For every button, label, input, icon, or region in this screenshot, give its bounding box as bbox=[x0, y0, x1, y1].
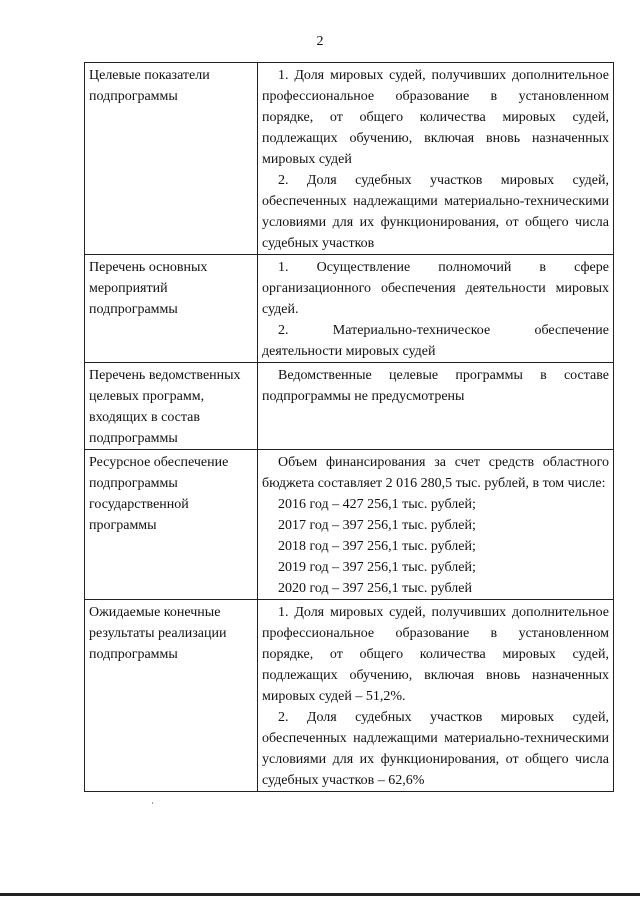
row-paragraph: 2. Материально-техническое обеспечение деятельности мировых судей bbox=[262, 323, 609, 359]
table-row bbox=[85, 63, 614, 255]
table-row bbox=[85, 450, 614, 600]
row-content-cell bbox=[258, 600, 614, 792]
row-paragraph: 1. Доля мировых судей, получивших дополнительное профессиональное образование в установленном порядке, от общего количества мировых судей, подлежащих обучению, включая вновь назначенных мировых судей – 51,2%. bbox=[262, 605, 609, 704]
row-paragraph: 1. Осуществление полномочий в сфере организационного обеспечения деятельности мировых судей. bbox=[262, 260, 609, 317]
row-content-cell bbox=[258, 450, 614, 600]
scan-speck bbox=[152, 802, 153, 804]
row-label: Ресурсное обеспечение подпрограммы государственной программы bbox=[89, 455, 229, 533]
scan-bottom-edge bbox=[0, 893, 640, 896]
row-paragraph: 1. Доля мировых судей, получивших дополнительное профессиональное образование в установленном порядке, от общего количества мировых судей, подлежащих обучению, включая вновь назначенных мировых судей bbox=[262, 68, 609, 167]
row-label: Перечень основных мероприятий подпрограммы bbox=[89, 260, 208, 317]
table-row bbox=[85, 363, 614, 450]
row-paragraph: Объем финансирования за счет средств областного бюджета составляет 2 016 280,5 тыс. рублей, в том числе: bbox=[262, 455, 609, 491]
row-label-cell bbox=[85, 600, 258, 792]
row-paragraph: 2. Доля судебных участков мировых судей, обеспеченных надлежащими материально-техническими условиями для их функционирования, от общего числа судебных участков bbox=[262, 173, 609, 251]
page-number: 2 bbox=[316, 34, 324, 49]
row-label-cell bbox=[85, 255, 258, 363]
row-label: Ожидаемые конечные результаты реализации подпрограммы bbox=[89, 605, 227, 662]
row-label: Перечень ведомственных целевых программ, входящих в состав подпрограммы bbox=[89, 368, 241, 446]
row-label: Целевые показатели подпрограммы bbox=[89, 68, 210, 104]
row-content-cell bbox=[258, 63, 614, 255]
funding-year-line: 2018 год – 397 256,1 тыс. рублей; bbox=[278, 539, 476, 554]
row-label-cell bbox=[85, 450, 258, 600]
row-content-cell bbox=[258, 255, 614, 363]
table-row bbox=[85, 600, 614, 792]
row-paragraph: 2. Доля судебных участков мировых судей, обеспеченных надлежащими материально-техническими условиями для их функционирования, от общего числа судебных участков – 62,6% bbox=[262, 710, 609, 788]
table-row bbox=[85, 255, 614, 363]
subprogram-passport-table bbox=[84, 62, 614, 792]
row-label-cell bbox=[85, 63, 258, 255]
row-content-cell bbox=[258, 363, 614, 450]
funding-year-line: 2017 год – 397 256,1 тыс. рублей; bbox=[278, 518, 476, 533]
funding-year-line: 2019 год – 397 256,1 тыс. рублей; bbox=[278, 560, 476, 575]
funding-year-line: 2020 год – 397 256,1 тыс. рублей bbox=[278, 581, 472, 596]
row-label-cell bbox=[85, 363, 258, 450]
funding-year-line: 2016 год – 427 256,1 тыс. рублей; bbox=[278, 497, 476, 512]
row-paragraph: Ведомственные целевые программы в составе подпрограммы не предусмотрены bbox=[262, 368, 609, 404]
